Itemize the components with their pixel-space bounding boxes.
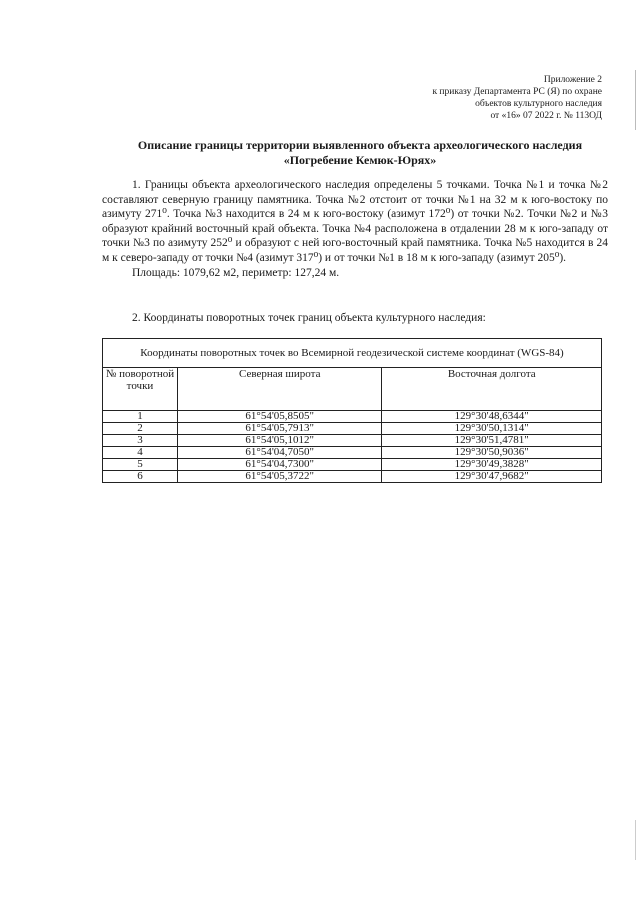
longitude-value: 129°30'49,3828" bbox=[382, 459, 602, 471]
longitude-value: 129°30'47,9682" bbox=[382, 471, 602, 483]
header-latitude: Северная широта bbox=[178, 368, 382, 411]
point-number: 2 bbox=[103, 423, 178, 435]
table-row bbox=[103, 411, 602, 423]
header-point-number: № поворотной точки bbox=[103, 368, 178, 411]
latitude-value: 61°54'04,7050" bbox=[178, 447, 382, 459]
point-number: 6 bbox=[103, 471, 178, 483]
title-line: «Погребение Кемюк-Юрях» bbox=[283, 153, 437, 167]
scan-margin-line bbox=[635, 70, 636, 130]
appendix-line: от «16» 07 2022 г. № 113ОД bbox=[490, 111, 602, 121]
appendix-note bbox=[432, 74, 602, 122]
scan-margin-line bbox=[635, 820, 636, 860]
longitude-value: 129°30'51,4781" bbox=[382, 435, 602, 447]
paragraph-area: Площадь: 1079,62 м2, периметр: 127,24 м. bbox=[132, 266, 340, 279]
table-row bbox=[103, 459, 602, 471]
table-row bbox=[103, 471, 602, 483]
section-heading-coordinates: 2. Координаты поворотных точек границ объекта культурного наследия: bbox=[132, 312, 486, 324]
latitude-value: 61°54'05,8505" bbox=[178, 411, 382, 423]
latitude-value: 61°54'05,3722" bbox=[178, 471, 382, 483]
point-number: 1 bbox=[103, 411, 178, 423]
header-longitude: Восточная долгота bbox=[382, 368, 602, 411]
longitude-value: 129°30'48,6344" bbox=[382, 411, 602, 423]
longitude-value: 129°30'50,1314" bbox=[382, 423, 602, 435]
table-row bbox=[103, 435, 602, 447]
description-text bbox=[102, 178, 608, 280]
point-number: 4 bbox=[103, 447, 178, 459]
table-caption: Координаты поворотных точек во Всемирной геодезической системе координат (WGS-84) bbox=[103, 339, 602, 368]
point-number: 5 bbox=[103, 459, 178, 471]
title-line: Описание границы территории выявленного объекта археологического наследия bbox=[137, 138, 583, 152]
appendix-line: объектов культурного наследия bbox=[475, 99, 602, 109]
latitude-value: 61°54'05,7913" bbox=[178, 423, 382, 435]
point-number: 3 bbox=[103, 435, 178, 447]
longitude-value: 129°30'50,9036" bbox=[382, 447, 602, 459]
appendix-line: к приказу Департамента РС (Я) по охране bbox=[432, 87, 602, 97]
latitude-value: 61°54'04,7300" bbox=[178, 459, 382, 471]
appendix-line: Приложение 2 bbox=[543, 75, 602, 85]
paragraph-boundaries: 1. Границы объекта археологического наследия определены 5 точками. Точка №1 и точка №2 составляют северную границу памятника. Точка №2 отстоит от точки №1 на 32 м к юго-востоку по азимуту 271⁰. Точка №3 находится в 24 м к юго-востоку (азимут 172⁰) от точки №2. Точки №2 и №3 образуют крайний восточный край объекта. Точка №4 расположена в отдалении 28 м к юго-западу от точки №3 по азимуту 252⁰ и образуют с ней юго-восточный край памятника. Точка №5 находится в 24 м к северо-западу от точки №4 (азимут 317⁰) и от точки №1 в 18 м к юго-западу (азимут 205⁰). bbox=[102, 179, 608, 264]
document-title bbox=[90, 138, 630, 168]
table-row bbox=[103, 447, 602, 459]
coordinates-table bbox=[102, 338, 602, 483]
table-row bbox=[103, 423, 602, 435]
latitude-value: 61°54'05,1012" bbox=[178, 435, 382, 447]
